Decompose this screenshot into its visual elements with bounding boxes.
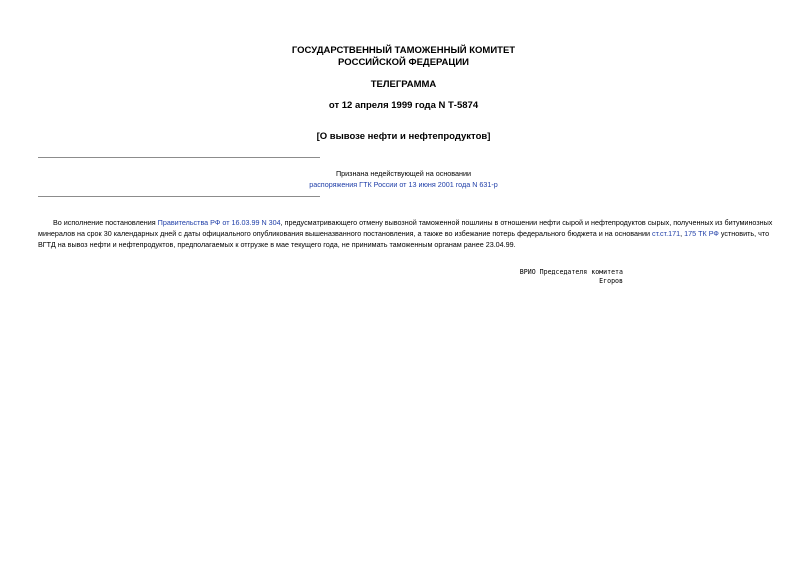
body-text-part4: устновить, что ВГТД на вывоз нефти и нефтепродуктов, предполагаемых к отгрузке в мае текущего года, не принимать таможенным органам ранее 23.04.99. — [38, 229, 770, 249]
body-text-part1: Во исполнение постановления — [53, 218, 158, 227]
document-title: [О вывозе нефти и нефтепродуктов] — [316, 131, 491, 142]
body-text-part3: , — [680, 229, 685, 238]
repeal-order-link[interactable]: распоряжения ГТК России от 13 июня 2001 года N 631-р — [309, 180, 498, 189]
telegram-body — [38, 217, 773, 250]
divider-bottom — [38, 196, 320, 197]
issuer-name-line1: ГОСУДАРСТВЕННЫЙ ТАМОЖЕННЫЙ КОМИТЕТ — [291, 45, 516, 56]
divider-top — [38, 157, 320, 158]
signatory-position: ВРИО Председателя комитета — [519, 268, 623, 276]
document-type: ТЕЛЕГРАММА — [370, 79, 437, 90]
signatory-name: Егоров — [599, 277, 623, 285]
body-text-part2: , предусматривающего отмену вывозной таможенной пошлины в отношении нефти сырой и нефтепродуктов сырых, полученных из битуминозных минералов на срок 30 календарных дней с даты официального опубликования вышеназванного постановления, а также во избежание потерь федерального бюджета и на основании — [38, 218, 773, 238]
status-note-link-line — [0, 180, 807, 190]
government-decree-link[interactable]: Правительства РФ от 16.03.99 N 304 — [157, 218, 281, 227]
status-note-text: Признана недействующей на основании — [335, 169, 472, 178]
article-171-link[interactable]: ст.ст.171 — [651, 229, 681, 238]
document-date-number: от 12 апреля 1999 года N Т-5874 — [328, 100, 479, 111]
article-175-link[interactable]: 175 ТК РФ — [684, 229, 719, 238]
issuer-name-line2: РОССИЙСКОЙ ФЕДЕРАЦИИ — [337, 57, 469, 68]
